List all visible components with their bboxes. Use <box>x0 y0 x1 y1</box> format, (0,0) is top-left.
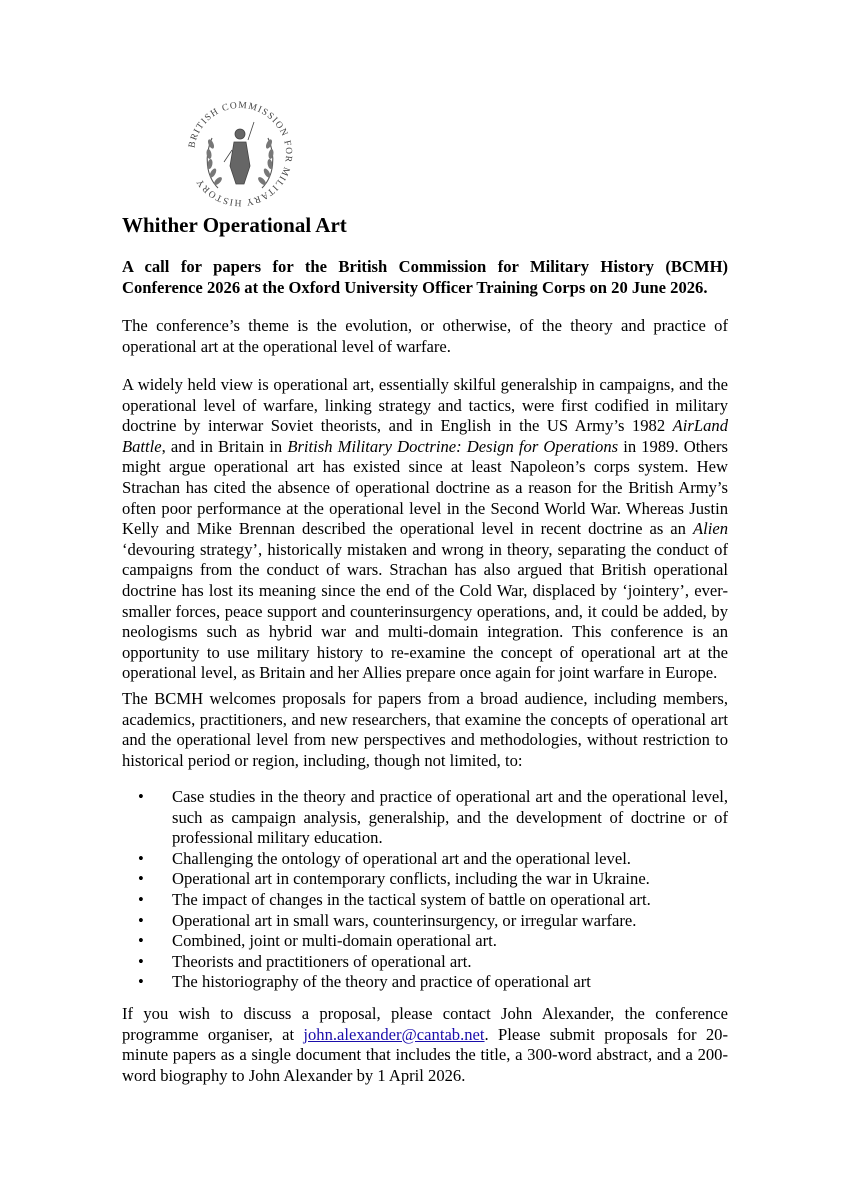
list-item <box>138 890 728 911</box>
topic-text: The impact of changes in the tactical system of battle on operational art. <box>172 889 651 909</box>
topic-text: Operational art in contemporary conflicts, including the war in Ukraine. <box>172 869 650 889</box>
document-title: Whither Operational Art <box>122 213 347 237</box>
bullet: • <box>138 787 144 806</box>
topic-text: The historiography of the theory and practice of operational art <box>172 972 591 992</box>
list-item <box>138 952 728 973</box>
theme-paragraph: The conference’s theme is the evolution, or otherwise, of the theory and practice of operational art at the operational level of warfare. <box>122 316 728 356</box>
topics-list <box>138 787 728 993</box>
background-text-3: in 1989. Others might argue operational art has existed since at least Napoleon’s corps system. Hew Strachan has cited the absence of operational doctrine as a reason for the British Army’s often poor performance at the operational level in the Second World War. Whereas Justin Kelly and Mike Brennan described the operational level in recent doctrine as an <box>122 436 728 539</box>
bullet: • <box>138 972 144 992</box>
bullet: • <box>138 931 144 951</box>
topic-text: Combined, joint or multi-domain operational art. <box>172 931 497 951</box>
list-item <box>138 931 728 952</box>
topic-text: Operational art in small wars, counterinsurgency, or irregular warfare. <box>172 910 637 930</box>
list-item <box>138 849 728 870</box>
background-text-2: , and in Britain in <box>161 436 288 456</box>
call-for-papers-subtitle: A call for papers for the British Commission for Military History (BCMH) Conference 2026 at the Oxford University Officer Training Corps on 20 June 2026. <box>122 257 728 297</box>
background-text-4: ‘devouring strategy’, historically mistaken and wrong in theory, separating the conduct of campaigns from the conduct of wars. Strachan has also argued that British operational doctrine has lost its meaning since the end of the Cold War, displaced by ‘jointery’, ever-smaller forces, peace support and counterinsurgency operations, and, it could be added, by neologisms such as hybrid war and multi-domain integration. This conference is an opportunity to use military history to re-examine the concept of operational art at the operational level, as Britain and her Allies prepare once again for joint warfare in Europe. <box>122 539 728 683</box>
list-item <box>138 911 728 932</box>
contact-email-link[interactable]: john.alexander@cantab.net <box>303 1024 485 1044</box>
airland-battle-title: AirLand Battle <box>122 416 728 456</box>
background-paragraph <box>122 375 728 684</box>
alien-title: Alien <box>692 519 728 539</box>
welcome-paragraph: The BCMH welcomes proposals for papers from a broad audience, including members, academics, practitioners, and new researchers, that examine the concepts of operational art and the operational level from new perspectives and methodologies, without restriction to historical period or region, including, though not limited, to: <box>122 689 728 770</box>
contact-paragraph <box>122 1004 728 1086</box>
bcmh-logo <box>178 92 302 216</box>
bullet: • <box>138 848 144 868</box>
bullet: • <box>138 869 144 889</box>
contact-text-1: If you wish to discuss a proposal, please contact John Alexander, the conference programme organiser, at <box>122 1004 728 1044</box>
topic-text: Challenging the ontology of operational art and the operational level. <box>172 848 631 868</box>
topic-text: Case studies in the theory and practice of operational art and the operational level, such as campaign analysis, generalship, and the development of doctrine or of professional military education. <box>172 787 728 848</box>
bullet: • <box>138 910 144 930</box>
list-item <box>138 787 728 849</box>
logo-ring-text: BRITISH COMMISSION FOR MILITARY HISTORY <box>187 100 294 208</box>
bullet: • <box>138 951 144 971</box>
list-item <box>138 972 728 993</box>
list-item <box>138 869 728 890</box>
bullet: • <box>138 889 144 909</box>
british-military-doctrine-title: British Military Doctrine: Design for Operations <box>287 436 619 456</box>
background-text-1: A widely held view is operational art, essentially skilful generalship in campaigns, and the operational level of warfare, linking strategy and tactics, were first codified in military doctrine by interwar Soviet theorists, and in English in the US Army’s 1982 <box>122 375 728 436</box>
contact-text-2: . Please submit proposals for 20-minute papers as a single document that includes the title, a 300-word abstract, and a 200-word biography to John Alexander by 1 April 2026. <box>122 1024 728 1085</box>
topic-text: Theorists and practitioners of operational art. <box>172 951 472 971</box>
